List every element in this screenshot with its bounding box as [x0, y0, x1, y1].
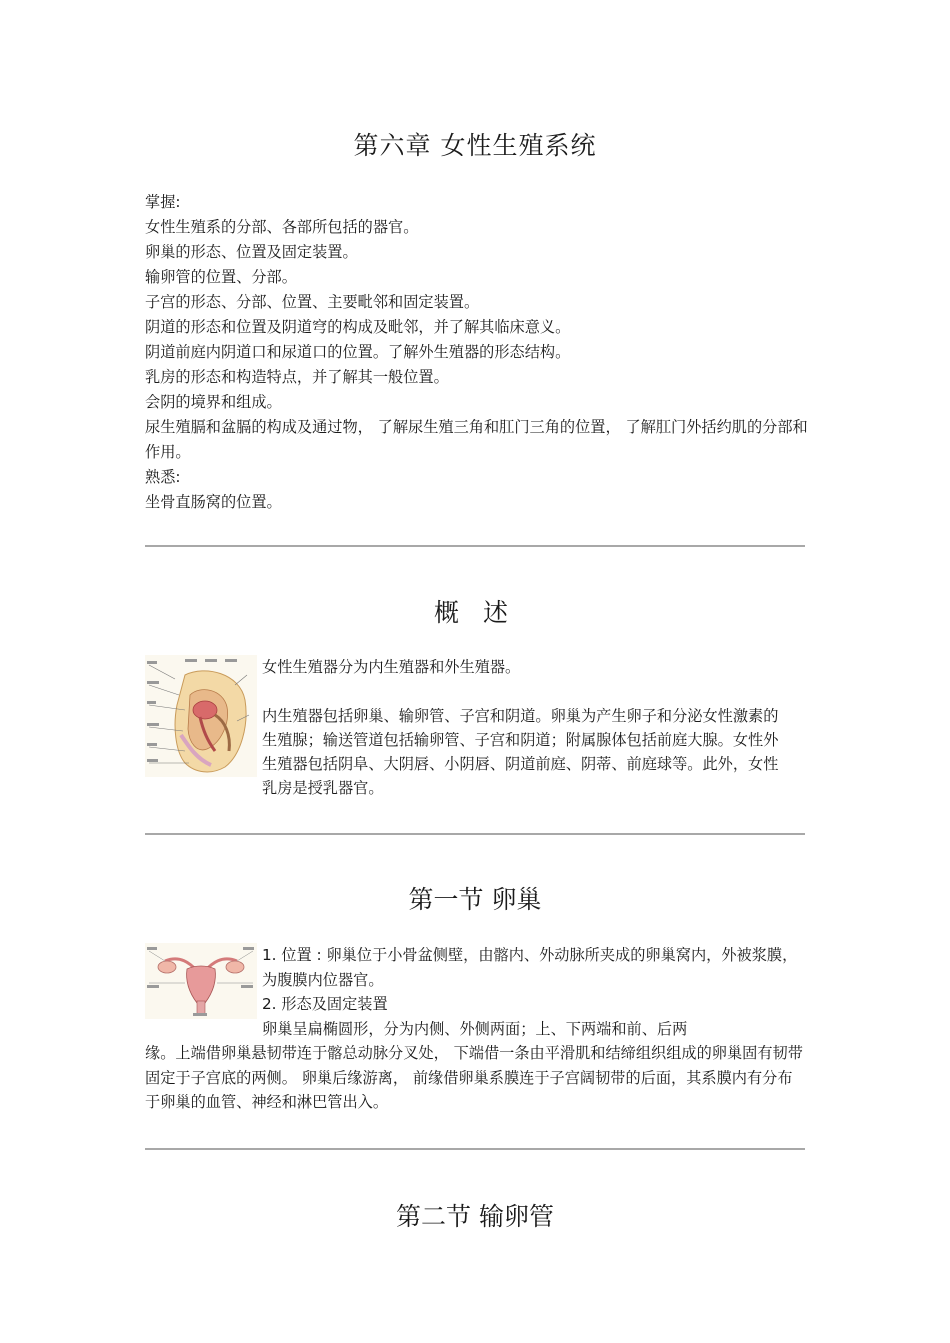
section-2-title: 第二节 输卵管 — [396, 1202, 554, 1231]
pelvis-section-illustration — [145, 655, 257, 777]
chapter-title: 第六章 女性生殖系统 — [353, 131, 597, 160]
section-1-title: 第一节 卵巢 — [408, 885, 542, 914]
section-divider — [145, 1148, 805, 1150]
ovary-shape-heading: 2. 形态及固定装置 — [262, 995, 388, 1013]
section-divider — [145, 833, 805, 835]
familiar-item: 坐骨直肠窝的位置。 — [145, 493, 282, 511]
overview-paragraph-2: 内生殖器包括卵巢、输卵管、子宫和阴道。卵巢为产生卵子和分泌女性激素的生殖腺；输送管道包括输卵管、子宫和阴道；附属腺体包括前庭大腺。女性外生殖器包括阴阜、大阴唇、小阴唇、阴道前庭、阴蒂、前庭球等。此外，女性乳房是授乳器官。 — [262, 707, 779, 797]
learning-objectives — [145, 190, 810, 515]
objective-item: 阴道的形态和位置及阴道穹的构成及毗邻，并了解其临床意义。 — [145, 318, 571, 336]
objective-item: 子宫的形态、分部、位置、主要毗邻和固定装置。 — [145, 293, 480, 311]
section-1-content — [145, 943, 807, 1115]
objective-item: 卵巢的形态、位置及固定装置。 — [145, 243, 358, 261]
ovary-position-item: 1. 位置 : 卵巢位于小骨盆侧壁，由髂内、外动脉所夹成的卵巢窝内，外被浆膜，为腹膜内位器官。 — [262, 946, 798, 989]
objective-item: 输卵管的位置、分部。 — [145, 268, 297, 286]
objective-item: 女性生殖系的分部、各部所包括的器官。 — [145, 218, 419, 236]
overview-title: 概 述 — [434, 598, 516, 627]
objective-item: 会阴的境界和组成。 — [145, 393, 282, 411]
objective-item: 尿生殖膈和盆膈的构成及通过物， 了解尿生殖三角和肛门三角的位置， 了解肛门外括约肌的分部和作用。 — [145, 418, 808, 461]
master-label: 掌握: — [145, 193, 181, 211]
section-divider — [145, 545, 805, 547]
overview-paragraph-1: 女性生殖器分为内生殖器和外生殖器。 — [262, 658, 521, 676]
objective-item: 阴道前庭内阴道口和尿道口的位置。了解外生殖器的形态结构。 — [145, 343, 571, 361]
ovary-shape-text: 缘。上端借卵巢悬韧带连于髂总动脉分叉处， 下端借一条由平滑肌和结缔组织组成的卵巢固有韧带固定于子宫底的两侧。 卵巢后缘游离， 前缘借卵巢系膜连于子宫阔韧带的后面，其系膜内有分布于卵巢的血管、神经和淋巴管出入。 — [145, 1044, 803, 1111]
familiar-label: 熟悉: — [145, 468, 181, 486]
pelvis-anatomy-figure — [145, 655, 257, 777]
objective-item: 乳房的形态和构造特点，并了解其一般位置。 — [145, 368, 449, 386]
ovary-shape-text-line: 卵巢呈扁椭圆形，分为内侧、外侧两面；上、下两端和前、后两 — [262, 1019, 688, 1038]
